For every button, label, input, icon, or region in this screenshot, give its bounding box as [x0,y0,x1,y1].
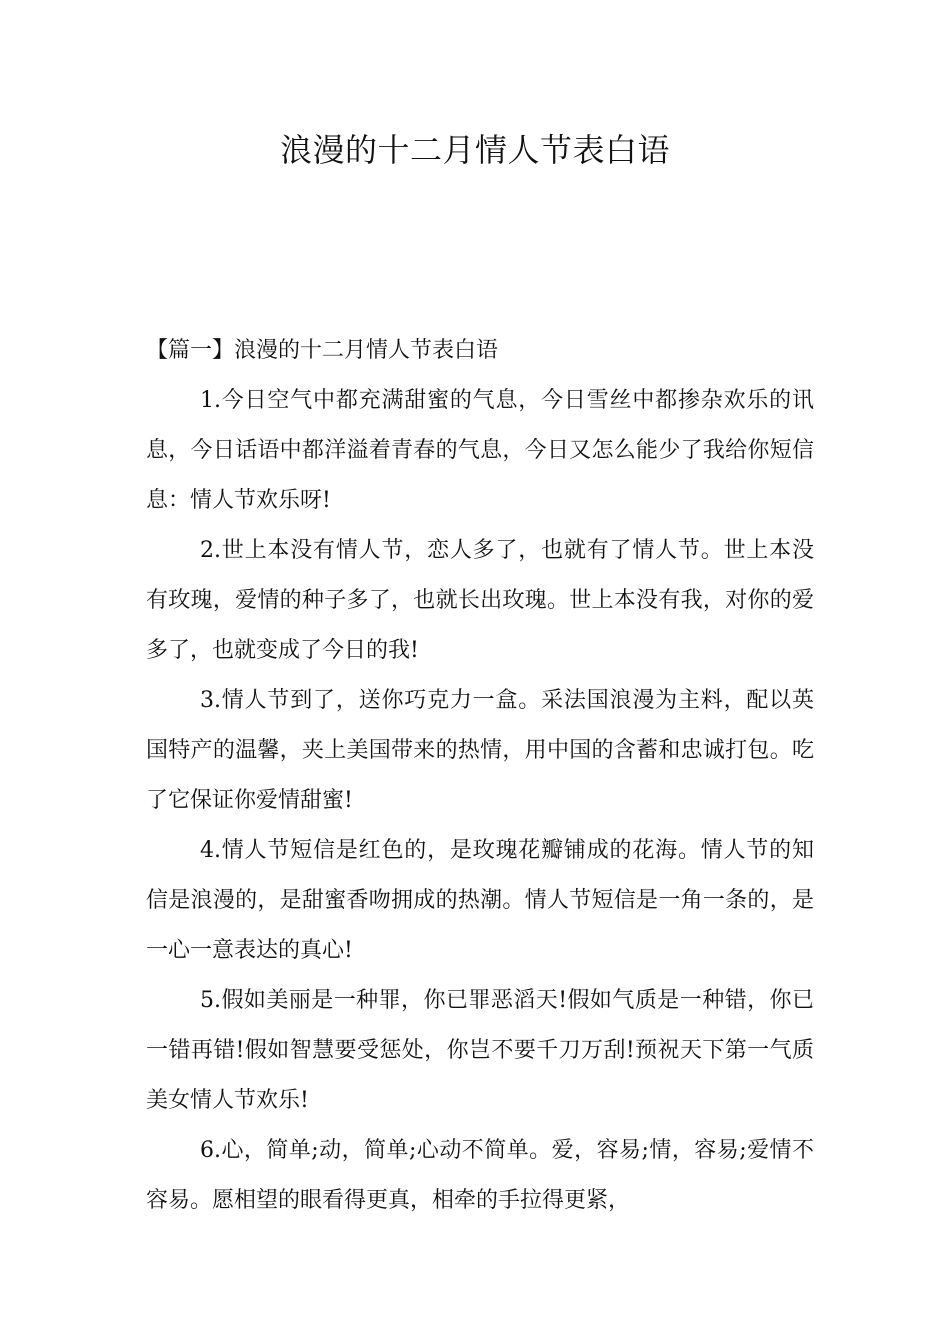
paragraph-6: 6.心，简单;动，简单;心动不简单。爱，容易;情，容易;爱情不容易。愿相望的眼看得更真，相牵的手拉得更紧， [146,1138,814,1213]
paragraph-5: 5.假如美丽是一种罪，你已罪恶滔天!假如气质是一种错，你已一错再错!假如智慧要受惩处，你岂不要千刀万刮!预祝天下第一气质美女情人节欢乐! [146,988,814,1113]
paragraph-2: 2.世上本没有情人节，恋人多了，也就有了情人节。世上本没有玫瑰，爱情的种子多了，也就长出玫瑰。世上本没有我，对你的爱多了，也就变成了今日的我! [146,538,814,663]
paragraph-1: 1.今日空气中都充满甜蜜的气息，今日雪丝中都掺杂欢乐的讯息，今日话语中都洋溢着青春的气息，今日又怎么能少了我给你短信息：情人节欢乐呀! [146,388,814,513]
paragraph-4: 4.情人节短信是红色的，是玫瑰花瓣铺成的花海。情人节的知信是浪漫的，是甜蜜香吻拥成的热潮。情人节短信是一角一条的，是一心一意表达的真心! [146,838,814,963]
section-heading: 【篇一】浪漫的十二月情人节表白语 [146,338,499,363]
page-title: 浪漫的十二月情人节表白语 [279,131,670,169]
document-body [146,326,814,1226]
paragraph-3: 3.情人节到了，送你巧克力一盒。采法国浪漫为主料，配以英国特产的温馨，夹上美国带来的热情，用中国的含蓄和忠诚打包。吃了它保证你爱情甜蜜! [146,688,814,813]
